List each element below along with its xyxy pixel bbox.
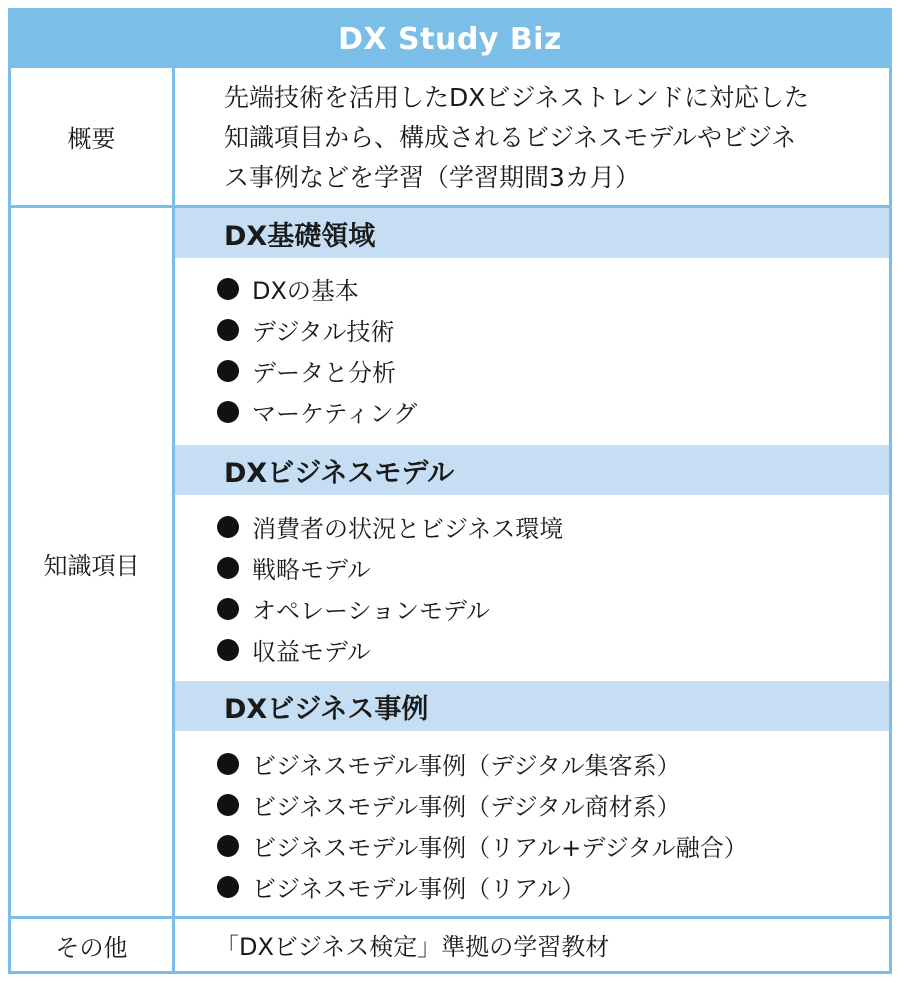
list-item-text: ビジネスモデル事例（リアル）	[252, 875, 586, 903]
overview-description	[224, 78, 859, 198]
knowledge-label	[11, 208, 175, 919]
list-item	[217, 588, 879, 629]
other-description: 「DXビジネス検定」準拠の学習教材	[215, 932, 610, 961]
list-item	[217, 784, 879, 825]
section-list-dx-business-model	[217, 506, 879, 670]
list-item	[217, 743, 879, 784]
bullet-icon	[217, 401, 239, 423]
other-label-text: その他	[55, 933, 128, 962]
list-item	[217, 391, 879, 432]
list-item-text: デジタル技術	[252, 318, 395, 346]
list-item	[217, 350, 879, 391]
bullet-icon	[217, 876, 239, 898]
section-list-dx-basics	[217, 268, 879, 432]
section-header-dx-basics: DX基礎領域	[175, 208, 889, 258]
list-item-text: ビジネスモデル事例（デジタル商材系）	[252, 793, 681, 821]
bullet-icon	[217, 319, 239, 341]
list-item	[217, 506, 879, 547]
overview-content	[175, 68, 889, 205]
study-table	[8, 8, 892, 974]
list-item-text: データと分析	[252, 359, 396, 387]
overview-label	[11, 68, 175, 205]
overview-line: 先端技術を活用したDXビジネストレンドに対応した	[224, 83, 810, 112]
table-title: DX Study Biz	[11, 11, 889, 68]
overview-line: 知識項目から、構成されるビジネスモデルやビジネ	[224, 123, 797, 152]
list-item-text: 戦略モデル	[252, 556, 371, 584]
list-item-text: DXの基本	[252, 277, 359, 305]
list-item-text: マーケティング	[252, 400, 418, 428]
bullet-icon	[217, 835, 239, 857]
list-item	[217, 629, 879, 670]
bullet-icon	[217, 557, 239, 579]
knowledge-content	[175, 208, 889, 919]
bullet-icon	[217, 598, 239, 620]
knowledge-label-text: 知識項目	[43, 552, 140, 580]
bullet-icon	[217, 794, 239, 816]
bullet-icon	[217, 516, 239, 538]
other-label	[11, 919, 175, 971]
list-item-text: ビジネスモデル事例（リアル+デジタル融合）	[252, 834, 748, 862]
bullet-icon	[217, 639, 239, 661]
list-item	[217, 309, 879, 350]
bullet-icon	[217, 278, 239, 300]
section-list-dx-business-cases	[217, 743, 879, 907]
other-content	[175, 917, 889, 971]
list-item-text: 収益モデル	[252, 638, 371, 666]
list-item	[217, 866, 879, 907]
list-item	[217, 547, 879, 588]
list-item-text: ビジネスモデル事例（デジタル集客系）	[252, 752, 681, 780]
overview-line: ス事例などを学習（学習期間3カ月）	[224, 163, 640, 192]
section-header-dx-business-model: DXビジネスモデル	[175, 445, 889, 495]
list-item	[217, 825, 879, 866]
section-header-dx-business-cases: DXビジネス事例	[175, 681, 889, 731]
list-item-text: 消費者の状況とビジネス環境	[252, 515, 564, 543]
bullet-icon	[217, 360, 239, 382]
list-item-text: オペレーションモデル	[252, 597, 490, 625]
list-item	[217, 268, 879, 309]
bullet-icon	[217, 753, 239, 775]
overview-label-text: 概要	[67, 125, 116, 153]
